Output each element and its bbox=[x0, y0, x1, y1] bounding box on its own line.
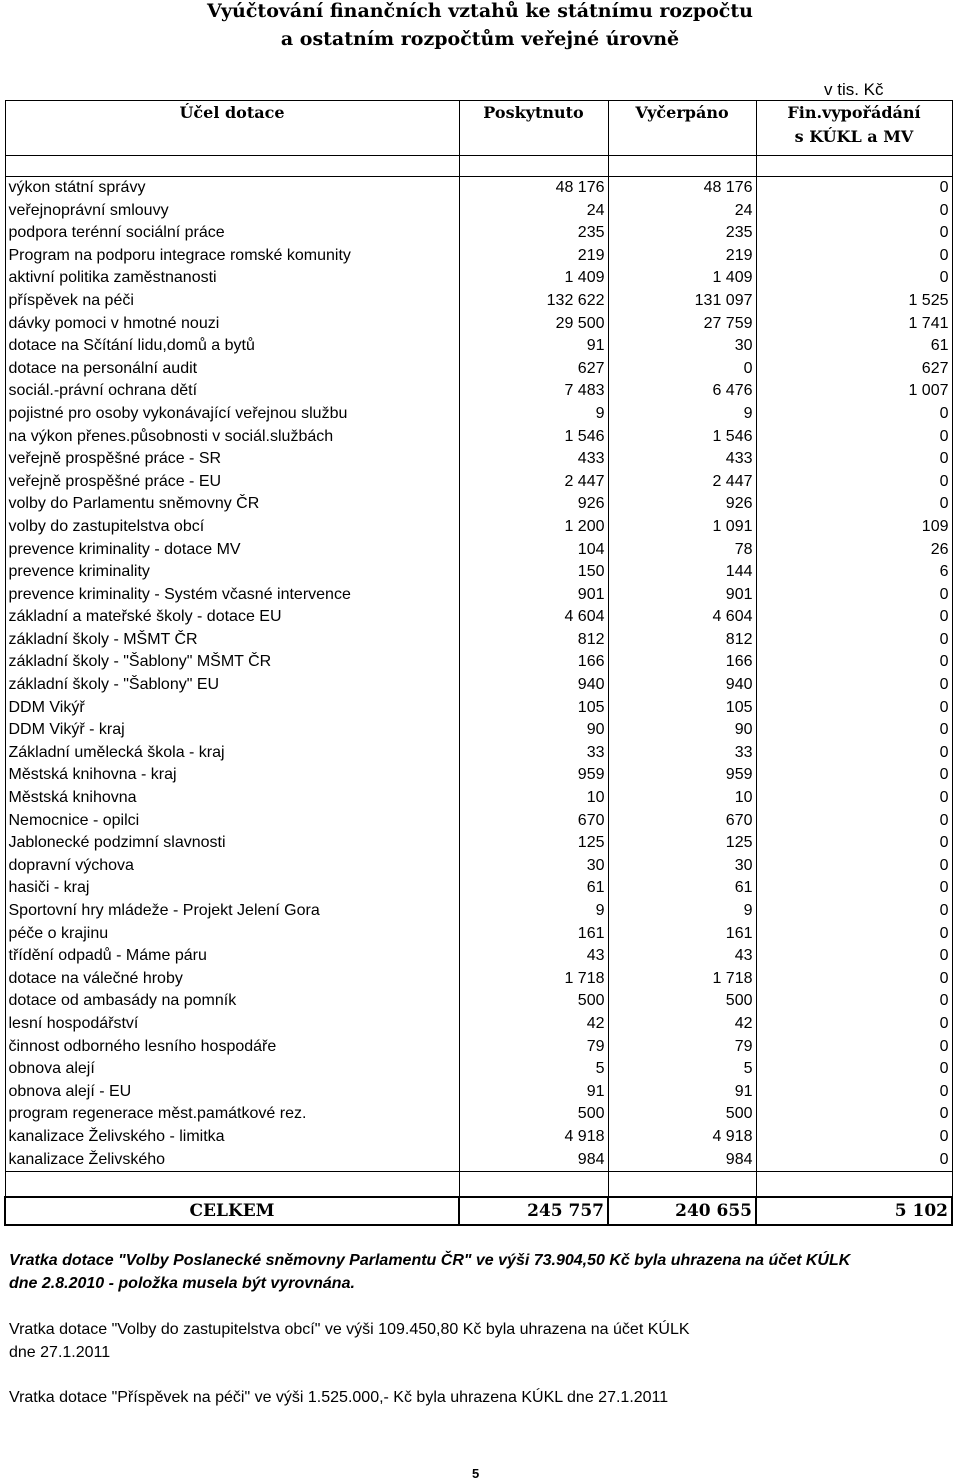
row-provided: 161 bbox=[459, 923, 608, 946]
row-provided: 91 bbox=[459, 335, 608, 358]
table-row bbox=[5, 719, 952, 742]
row-settlement: 0 bbox=[756, 177, 952, 200]
row-provided: 959 bbox=[459, 764, 608, 787]
row-settlement: 0 bbox=[756, 1103, 952, 1126]
row-used: 61 bbox=[608, 877, 756, 900]
table-row bbox=[5, 200, 952, 223]
row-used: 48 176 bbox=[608, 177, 756, 200]
row-used: 0 bbox=[608, 358, 756, 381]
row-used: 812 bbox=[608, 629, 756, 652]
row-label: lesní hospodářství bbox=[5, 1013, 459, 1036]
note-2 bbox=[9, 1318, 959, 1364]
header-provided: Poskytnuto bbox=[459, 101, 608, 156]
row-label: sociál.-právní ochrana dětí bbox=[5, 380, 459, 403]
row-settlement: 0 bbox=[756, 200, 952, 223]
row-label: volby do zastupitelstva obcí bbox=[5, 516, 459, 539]
table-row bbox=[5, 561, 952, 584]
table-row bbox=[5, 877, 952, 900]
row-settlement: 0 bbox=[756, 855, 952, 878]
table-row bbox=[5, 1103, 952, 1126]
row-label: Základní umělecká škola - kraj bbox=[5, 742, 459, 765]
table-row bbox=[5, 267, 952, 290]
table-row bbox=[5, 697, 952, 720]
row-settlement: 6 bbox=[756, 561, 952, 584]
row-provided: 9 bbox=[459, 900, 608, 923]
row-used: 9 bbox=[608, 403, 756, 426]
row-provided: 2 447 bbox=[459, 471, 608, 494]
row-provided: 4 918 bbox=[459, 1126, 608, 1149]
row-used: 27 759 bbox=[608, 313, 756, 336]
row-settlement: 0 bbox=[756, 719, 952, 742]
row-provided: 1 546 bbox=[459, 426, 608, 449]
row-provided: 61 bbox=[459, 877, 608, 900]
table-row bbox=[5, 493, 952, 516]
table-row bbox=[5, 584, 952, 607]
row-used: 235 bbox=[608, 222, 756, 245]
row-label: obnova alejí - EU bbox=[5, 1081, 459, 1104]
row-provided: 219 bbox=[459, 245, 608, 268]
table-row bbox=[5, 1036, 952, 1059]
row-provided: 1 200 bbox=[459, 516, 608, 539]
note-1-line1: Vratka dotace "Volby Poslanecké sněmovny Parlamentu ČR" ve výši 73.904,50 Kč byla uhrazena na účet KÚLK bbox=[9, 1252, 851, 1269]
row-used: 131 097 bbox=[608, 290, 756, 313]
table-row bbox=[5, 516, 952, 539]
row-used: 144 bbox=[608, 561, 756, 584]
row-settlement: 0 bbox=[756, 810, 952, 833]
table-row bbox=[5, 403, 952, 426]
table-header-row bbox=[5, 101, 952, 156]
table-row bbox=[5, 426, 952, 449]
row-label: prevence kriminality - Systém včasné intervence bbox=[5, 584, 459, 607]
row-provided: 901 bbox=[459, 584, 608, 607]
row-label: kanalizace Želivského - limitka bbox=[5, 1126, 459, 1149]
row-label: dotace na Sčítání lidu,domů a bytů bbox=[5, 335, 459, 358]
row-used: 9 bbox=[608, 900, 756, 923]
row-used: 166 bbox=[608, 651, 756, 674]
row-provided: 433 bbox=[459, 448, 608, 471]
row-label: dotace na personální audit bbox=[5, 358, 459, 381]
row-settlement: 1 525 bbox=[756, 290, 952, 313]
row-settlement: 0 bbox=[756, 832, 952, 855]
row-used: 105 bbox=[608, 697, 756, 720]
row-used: 33 bbox=[608, 742, 756, 765]
row-label: příspěvek na péči bbox=[5, 290, 459, 313]
table-row bbox=[5, 335, 952, 358]
row-used: 125 bbox=[608, 832, 756, 855]
row-settlement: 0 bbox=[756, 1149, 952, 1172]
row-provided: 91 bbox=[459, 1081, 608, 1104]
row-label: Městská knihovna - kraj bbox=[5, 764, 459, 787]
table-row bbox=[5, 222, 952, 245]
header-spacer-row bbox=[5, 156, 952, 177]
row-label: Program na podporu integrace romské komunity bbox=[5, 245, 459, 268]
header-purpose: Účel dotace bbox=[5, 101, 459, 156]
row-used: 5 bbox=[608, 1058, 756, 1081]
row-used: 6 476 bbox=[608, 380, 756, 403]
row-provided: 33 bbox=[459, 742, 608, 765]
row-label: veřejně prospěšné práce - EU bbox=[5, 471, 459, 494]
row-settlement: 0 bbox=[756, 222, 952, 245]
row-label: činnost odborného lesního hospodáře bbox=[5, 1036, 459, 1059]
row-settlement: 0 bbox=[756, 267, 952, 290]
row-label: veřejnoprávní smlouvy bbox=[5, 200, 459, 223]
row-label: péče o krajinu bbox=[5, 923, 459, 946]
row-used: 940 bbox=[608, 674, 756, 697]
table-row bbox=[5, 539, 952, 562]
row-provided: 29 500 bbox=[459, 313, 608, 336]
row-settlement: 0 bbox=[756, 1036, 952, 1059]
row-settlement: 0 bbox=[756, 923, 952, 946]
page-title-line2: a ostatním rozpočtům veřejné úrovně bbox=[280, 28, 680, 50]
row-label: dopravní výchova bbox=[5, 855, 459, 878]
row-provided: 132 622 bbox=[459, 290, 608, 313]
row-provided: 812 bbox=[459, 629, 608, 652]
note-1 bbox=[9, 1249, 959, 1295]
row-label: prevence kriminality bbox=[5, 561, 459, 584]
row-label: obnova alejí bbox=[5, 1058, 459, 1081]
row-provided: 926 bbox=[459, 493, 608, 516]
table-row bbox=[5, 1149, 952, 1172]
row-provided: 627 bbox=[459, 358, 608, 381]
row-provided: 79 bbox=[459, 1036, 608, 1059]
page-number: 5 bbox=[472, 1466, 480, 1481]
row-settlement: 0 bbox=[756, 426, 952, 449]
table-row bbox=[5, 968, 952, 991]
table-row bbox=[5, 1081, 952, 1104]
row-provided: 104 bbox=[459, 539, 608, 562]
table-row bbox=[5, 651, 952, 674]
total-provided: 245 757 bbox=[459, 1197, 608, 1225]
row-used: 1 718 bbox=[608, 968, 756, 991]
table-row bbox=[5, 990, 952, 1013]
subsidy-table bbox=[4, 100, 953, 1226]
row-label: dotace na válečné hroby bbox=[5, 968, 459, 991]
row-settlement: 109 bbox=[756, 516, 952, 539]
row-provided: 940 bbox=[459, 674, 608, 697]
row-settlement: 0 bbox=[756, 968, 952, 991]
row-used: 219 bbox=[608, 245, 756, 268]
row-used: 959 bbox=[608, 764, 756, 787]
row-settlement: 0 bbox=[756, 651, 952, 674]
row-settlement: 0 bbox=[756, 245, 952, 268]
note-2-line1: Vratka dotace "Volby do zastupitelstva obcí" ve výši 109.450,80 Kč byla uhrazena na účet KÚLK bbox=[9, 1321, 690, 1338]
table-row bbox=[5, 358, 952, 381]
table-row bbox=[5, 1058, 952, 1081]
table-row bbox=[5, 1126, 952, 1149]
row-settlement: 0 bbox=[756, 945, 952, 968]
row-settlement: 0 bbox=[756, 471, 952, 494]
table-row bbox=[5, 787, 952, 810]
row-label: veřejně prospěšné práce - SR bbox=[5, 448, 459, 471]
table-row bbox=[5, 810, 952, 833]
row-provided: 10 bbox=[459, 787, 608, 810]
total-settlement: 5 102 bbox=[756, 1197, 952, 1225]
header-settlement-line2: s KÚKL a MV bbox=[794, 127, 914, 146]
row-settlement: 0 bbox=[756, 674, 952, 697]
row-label: výkon státní správy bbox=[5, 177, 459, 200]
note-3: Vratka dotace "Příspěvek na péči" ve výši 1.525.000,- Kč byla uhrazena KÚKL dne 27.1.2011 bbox=[9, 1389, 669, 1406]
total-gap-row bbox=[5, 1172, 952, 1198]
row-settlement: 0 bbox=[756, 697, 952, 720]
row-settlement: 0 bbox=[756, 764, 952, 787]
row-label: program regenerace měst.památkové rez. bbox=[5, 1103, 459, 1126]
row-provided: 5 bbox=[459, 1058, 608, 1081]
row-label: dávky pomoci v hmotné nouzi bbox=[5, 313, 459, 336]
row-label: hasiči - kraj bbox=[5, 877, 459, 900]
page-title-line1: Vyúčtování finančních vztahů ke státnímu rozpočtu bbox=[207, 0, 753, 22]
row-settlement: 0 bbox=[756, 877, 952, 900]
row-label: podpora terénní sociální práce bbox=[5, 222, 459, 245]
row-settlement: 0 bbox=[756, 629, 952, 652]
row-used: 43 bbox=[608, 945, 756, 968]
row-label: Nemocnice - opilci bbox=[5, 810, 459, 833]
row-settlement: 0 bbox=[756, 1081, 952, 1104]
row-used: 91 bbox=[608, 1081, 756, 1104]
row-used: 42 bbox=[608, 1013, 756, 1036]
row-provided: 1 409 bbox=[459, 267, 608, 290]
row-used: 30 bbox=[608, 335, 756, 358]
row-settlement: 0 bbox=[756, 742, 952, 765]
row-settlement: 0 bbox=[756, 448, 952, 471]
row-label: Jablonecké podzimní slavnosti bbox=[5, 832, 459, 855]
row-settlement: 0 bbox=[756, 403, 952, 426]
table-row bbox=[5, 471, 952, 494]
row-used: 1 091 bbox=[608, 516, 756, 539]
row-used: 1 409 bbox=[608, 267, 756, 290]
table-row bbox=[5, 380, 952, 403]
row-settlement: 0 bbox=[756, 606, 952, 629]
row-settlement: 0 bbox=[756, 584, 952, 607]
row-provided: 48 176 bbox=[459, 177, 608, 200]
table-row bbox=[5, 832, 952, 855]
table-row bbox=[5, 245, 952, 268]
row-used: 984 bbox=[608, 1149, 756, 1172]
row-provided: 42 bbox=[459, 1013, 608, 1036]
row-provided: 24 bbox=[459, 200, 608, 223]
table-row bbox=[5, 1013, 952, 1036]
row-provided: 670 bbox=[459, 810, 608, 833]
row-provided: 984 bbox=[459, 1149, 608, 1172]
row-used: 433 bbox=[608, 448, 756, 471]
table-row bbox=[5, 177, 952, 200]
table-row bbox=[5, 742, 952, 765]
row-label: základní školy - MŠMT ČR bbox=[5, 629, 459, 652]
row-label: aktivní politika zaměstnanosti bbox=[5, 267, 459, 290]
row-settlement: 627 bbox=[756, 358, 952, 381]
row-used: 4 604 bbox=[608, 606, 756, 629]
table-row bbox=[5, 290, 952, 313]
row-label: DDM Vikýř - kraj bbox=[5, 719, 459, 742]
row-used: 926 bbox=[608, 493, 756, 516]
header-settlement bbox=[756, 101, 952, 156]
row-used: 1 546 bbox=[608, 426, 756, 449]
total-used: 240 655 bbox=[608, 1197, 756, 1225]
row-settlement: 1 741 bbox=[756, 313, 952, 336]
unit-label: v tis. Kč bbox=[824, 80, 884, 99]
row-label: DDM Vikýř bbox=[5, 697, 459, 720]
row-label: třídění odpadů - Máme páru bbox=[5, 945, 459, 968]
row-used: 24 bbox=[608, 200, 756, 223]
row-used: 500 bbox=[608, 990, 756, 1013]
row-settlement: 0 bbox=[756, 990, 952, 1013]
row-provided: 1 718 bbox=[459, 968, 608, 991]
row-used: 4 918 bbox=[608, 1126, 756, 1149]
row-settlement: 0 bbox=[756, 1013, 952, 1036]
row-used: 78 bbox=[608, 539, 756, 562]
row-provided: 166 bbox=[459, 651, 608, 674]
table-row bbox=[5, 855, 952, 878]
row-used: 500 bbox=[608, 1103, 756, 1126]
row-label: prevence kriminality - dotace MV bbox=[5, 539, 459, 562]
row-used: 901 bbox=[608, 584, 756, 607]
row-label: základní školy - "Šablony" MŠMT ČR bbox=[5, 651, 459, 674]
row-settlement: 0 bbox=[756, 493, 952, 516]
row-provided: 125 bbox=[459, 832, 608, 855]
table-row bbox=[5, 629, 952, 652]
row-provided: 7 483 bbox=[459, 380, 608, 403]
row-settlement: 61 bbox=[756, 335, 952, 358]
row-label: základní a mateřské školy - dotace EU bbox=[5, 606, 459, 629]
row-label: kanalizace Želivského bbox=[5, 1149, 459, 1172]
row-used: 79 bbox=[608, 1036, 756, 1059]
row-provided: 235 bbox=[459, 222, 608, 245]
table-row bbox=[5, 923, 952, 946]
row-label: na výkon přenes.působnosti v sociál.službách bbox=[5, 426, 459, 449]
header-settlement-line1: Fin.vypořádání bbox=[787, 103, 921, 122]
row-settlement: 1 007 bbox=[756, 380, 952, 403]
row-label: volby do Parlamentu sněmovny ČR bbox=[5, 493, 459, 516]
row-used: 2 447 bbox=[608, 471, 756, 494]
row-label: pojistné pro osoby vykonávající veřejnou službu bbox=[5, 403, 459, 426]
row-provided: 90 bbox=[459, 719, 608, 742]
row-provided: 30 bbox=[459, 855, 608, 878]
row-provided: 500 bbox=[459, 990, 608, 1013]
table-row bbox=[5, 606, 952, 629]
row-provided: 9 bbox=[459, 403, 608, 426]
row-label: dotace od ambasády na pomník bbox=[5, 990, 459, 1013]
row-used: 670 bbox=[608, 810, 756, 833]
row-settlement: 26 bbox=[756, 539, 952, 562]
table-row bbox=[5, 674, 952, 697]
table-row bbox=[5, 900, 952, 923]
table-row bbox=[5, 945, 952, 968]
row-provided: 105 bbox=[459, 697, 608, 720]
note-1-line2: dne 2.8.2010 - položka musela být vyrovnána. bbox=[9, 1275, 355, 1292]
row-label: Městská knihovna bbox=[5, 787, 459, 810]
row-settlement: 0 bbox=[756, 787, 952, 810]
row-label: Sportovní hry mládeže - Projekt Jelení Gora bbox=[5, 900, 459, 923]
table-row bbox=[5, 448, 952, 471]
header-used: Vyčerpáno bbox=[608, 101, 756, 156]
row-provided: 150 bbox=[459, 561, 608, 584]
table-row bbox=[5, 313, 952, 336]
table-row bbox=[5, 764, 952, 787]
row-provided: 500 bbox=[459, 1103, 608, 1126]
row-used: 10 bbox=[608, 787, 756, 810]
total-label: CELKEM bbox=[5, 1197, 459, 1225]
row-used: 161 bbox=[608, 923, 756, 946]
row-used: 30 bbox=[608, 855, 756, 878]
row-used: 90 bbox=[608, 719, 756, 742]
row-label: základní školy - "Šablony" EU bbox=[5, 674, 459, 697]
note-2-line2: dne 27.1.2011 bbox=[9, 1344, 111, 1361]
row-provided: 43 bbox=[459, 945, 608, 968]
row-provided: 4 604 bbox=[459, 606, 608, 629]
row-settlement: 0 bbox=[756, 900, 952, 923]
row-settlement: 0 bbox=[756, 1126, 952, 1149]
row-settlement: 0 bbox=[756, 1058, 952, 1081]
total-row bbox=[5, 1197, 952, 1225]
